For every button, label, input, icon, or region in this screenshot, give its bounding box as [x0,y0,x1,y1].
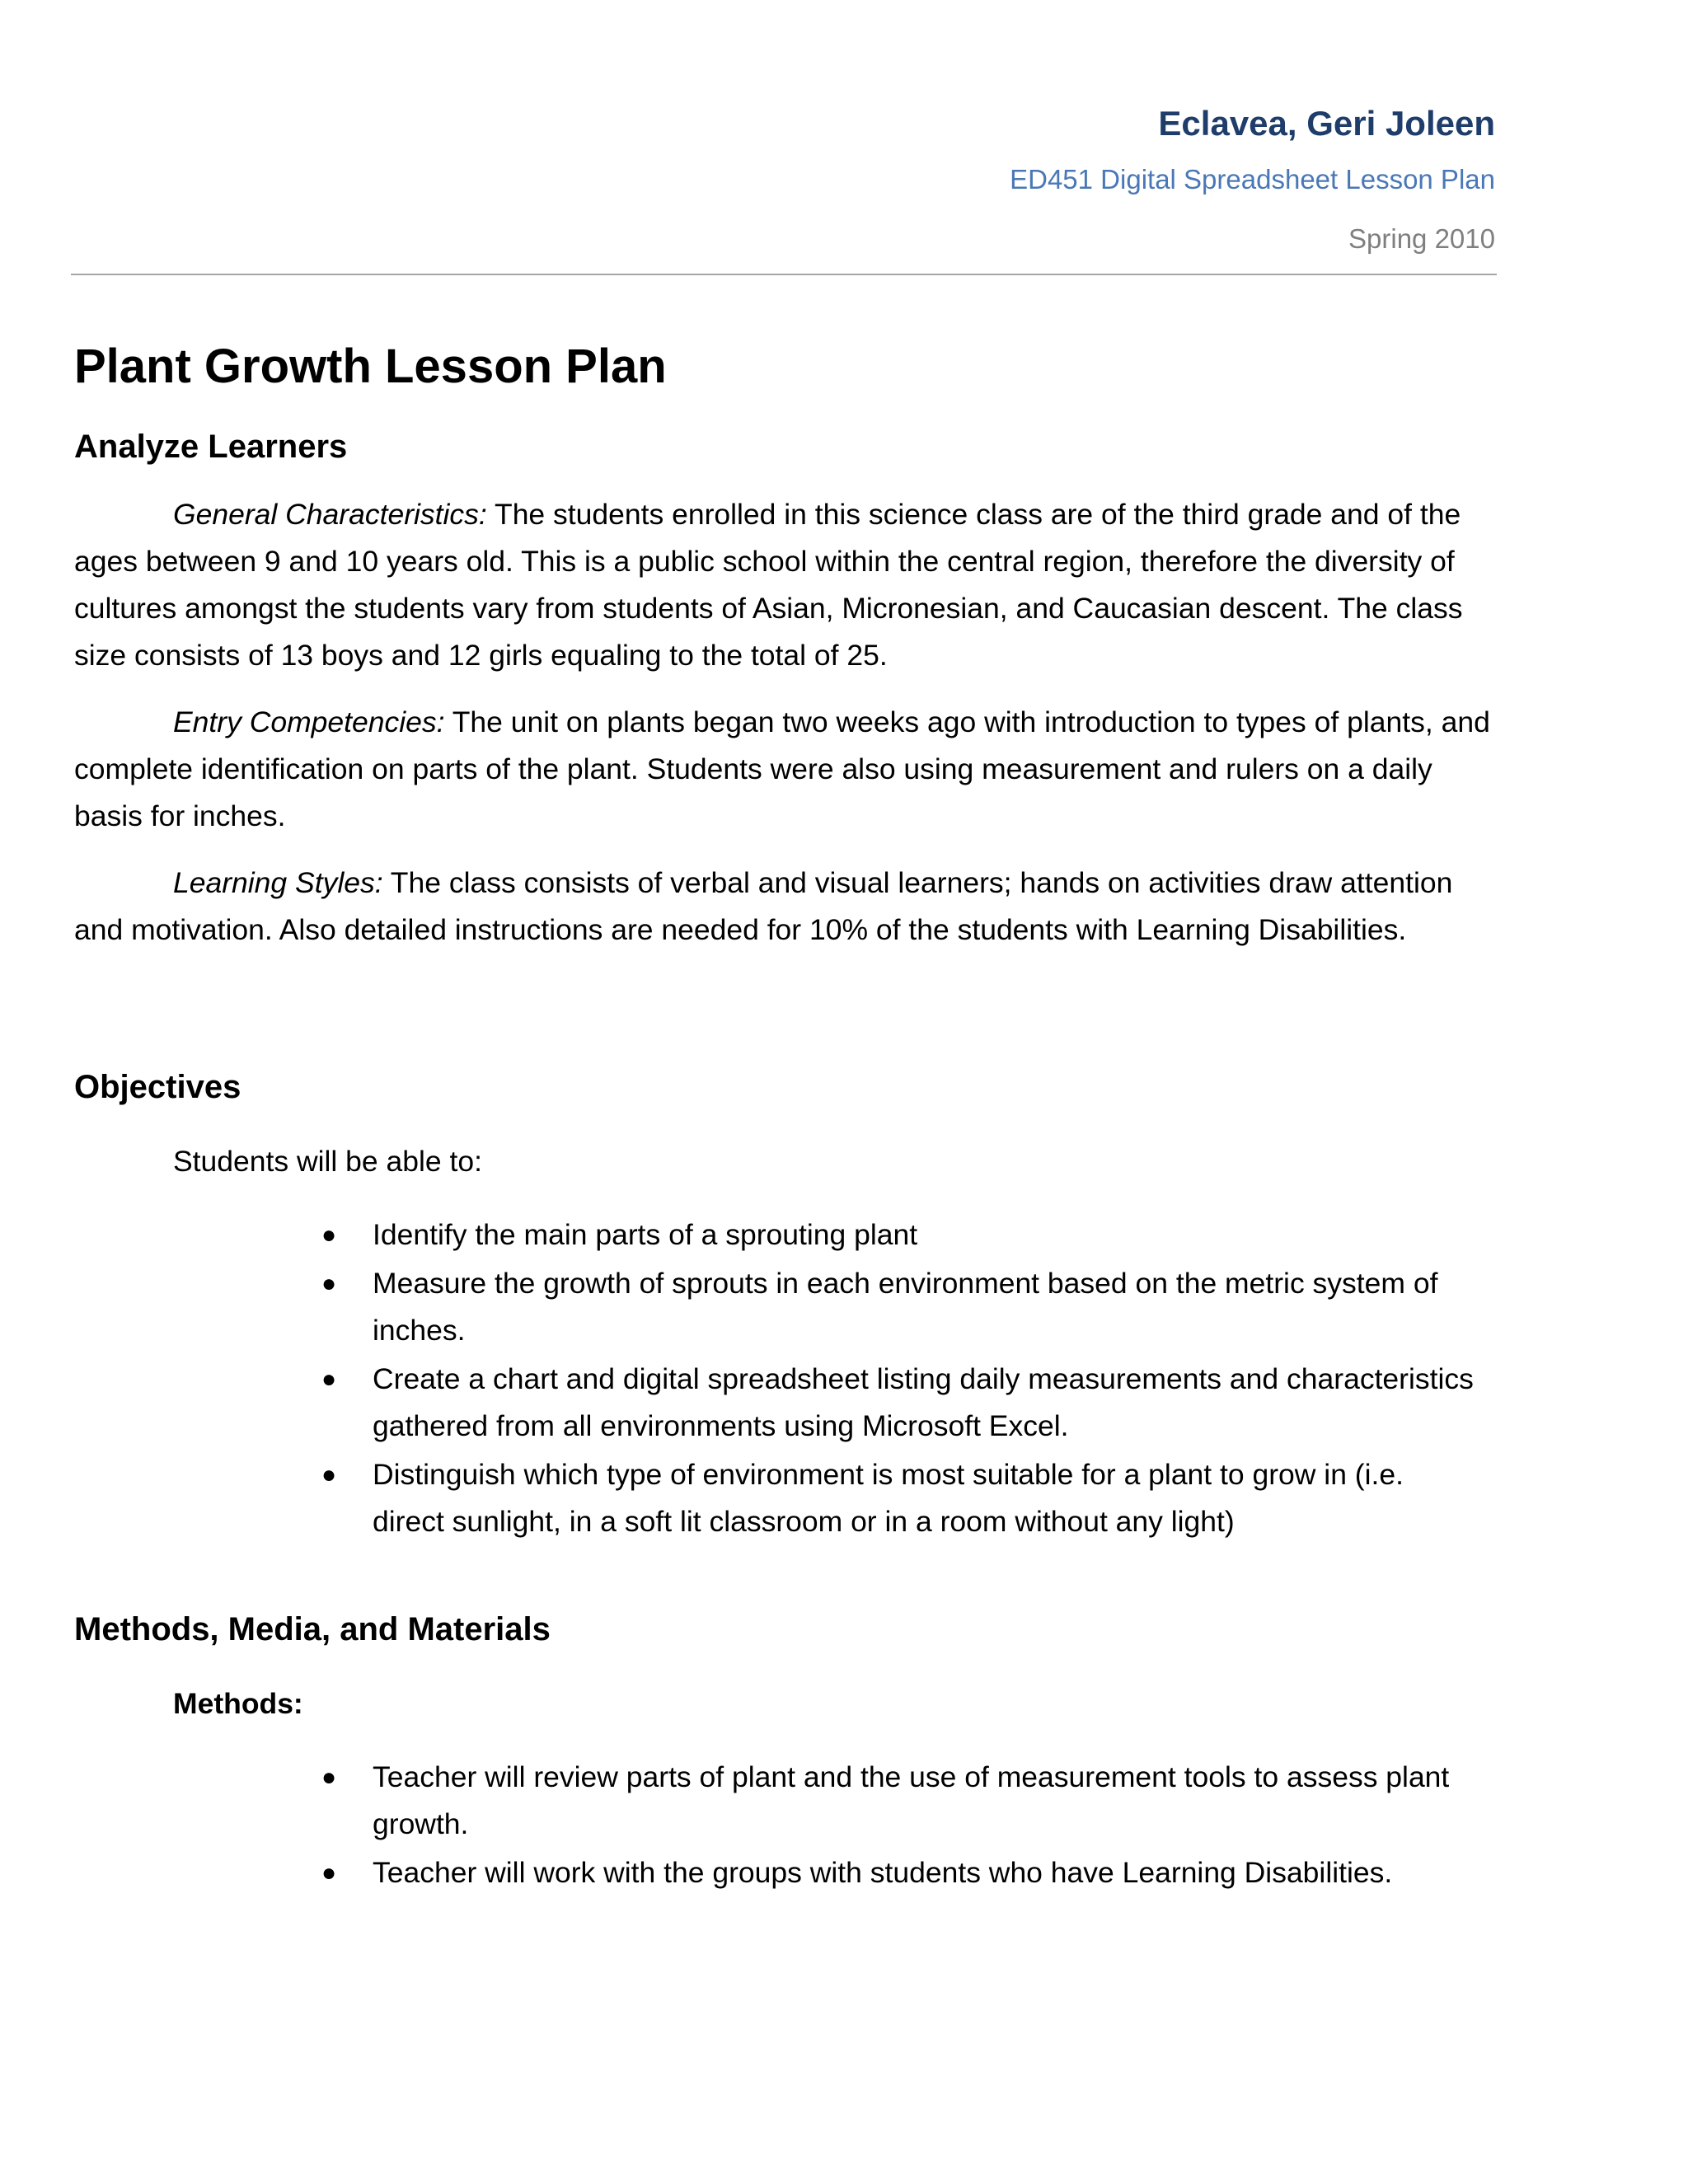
methods-list [74,1754,1500,1896]
objective-text: Create a chart and digital spreadsheet listing daily measurements and characteristics gathered from all environments using Microsoft Excel. [373,1362,1474,1442]
bullet-icon: ● [321,1859,337,1886]
paragraph-learning-styles [74,860,1500,954]
objective-text: Distinguish which type of environment is most suitable for a plant to grow in (i.e. direct sunlight, in a soft lit classroom or in a room without any light) [373,1458,1404,1538]
paragraph-general-characteristics [74,491,1500,679]
list-item [321,1212,1500,1258]
objectives-intro: Students will be able to: [173,1145,482,1178]
list-item [321,1849,1500,1896]
bullet-icon: ● [321,1461,337,1488]
text-learning-styles: The class consists of verbal and visual learners; hands on activities draw attention and motivation. Also detailed instructions are needed for 10% of the students with Learning Disabilities. [74,866,1453,946]
method-text: Teacher will review parts of plant and the use of measurement tools to assess plant growth. [373,1760,1450,1840]
subheading-methods: Methods: [173,1687,303,1720]
term: Spring 2010 [1348,223,1495,254]
text-general-characteristics: The students enrolled in this science class are of the third grade and of the ages between 9 and 10 years old. This is a public school within the central region, therefore the diversity of cultures amongst the students vary from students of Asian, Micronesian, and Caucasian descent. The class size consists of 13 boys and 12 girls equaling to the total of 25. [74,498,1463,672]
section-heading-objectives: Objectives [74,1069,241,1105]
method-text: Teacher will work with the groups with students who have Learning Disabilities. [373,1856,1393,1889]
objective-text: Measure the growth of sprouts in each environment based on the metric system of inches. [373,1267,1438,1347]
label-learning-styles: Learning Styles: [173,866,383,899]
header-divider [71,274,1497,275]
section-heading-analyze-learners: Analyze Learners [74,429,348,465]
document-header [71,97,1495,269]
objectives-list [74,1212,1500,1545]
label-entry-competencies: Entry Competencies: [173,705,445,738]
list-item [321,1451,1500,1545]
objective-text: Identify the main parts of a sprouting plant [373,1218,918,1251]
course-title: ED451 Digital Spreadsheet Lesson Plan [1010,164,1495,194]
list-item [321,1356,1500,1450]
label-general-characteristics: General Characteristics: [173,498,487,531]
bullet-icon: ● [321,1366,337,1393]
list-item [321,1754,1500,1848]
section-heading-methods-media-materials: Methods, Media, and Materials [74,1611,551,1647]
author-name: Eclavea, Geri Joleen [1158,104,1495,143]
text-entry-competencies: The unit on plants began two weeks ago with introduction to types of plants, and complete identification on parts of the plant. Students were also using measurement and rulers on a daily basis for inches. [74,705,1490,832]
bullet-icon: ● [321,1221,337,1249]
document-title: Plant Growth Lesson Plan [74,340,667,393]
bullet-icon: ● [321,1764,337,1791]
paragraph-entry-competencies [74,699,1500,840]
list-item [321,1260,1500,1354]
bullet-icon: ● [321,1270,337,1297]
document-body [74,330,1500,1898]
